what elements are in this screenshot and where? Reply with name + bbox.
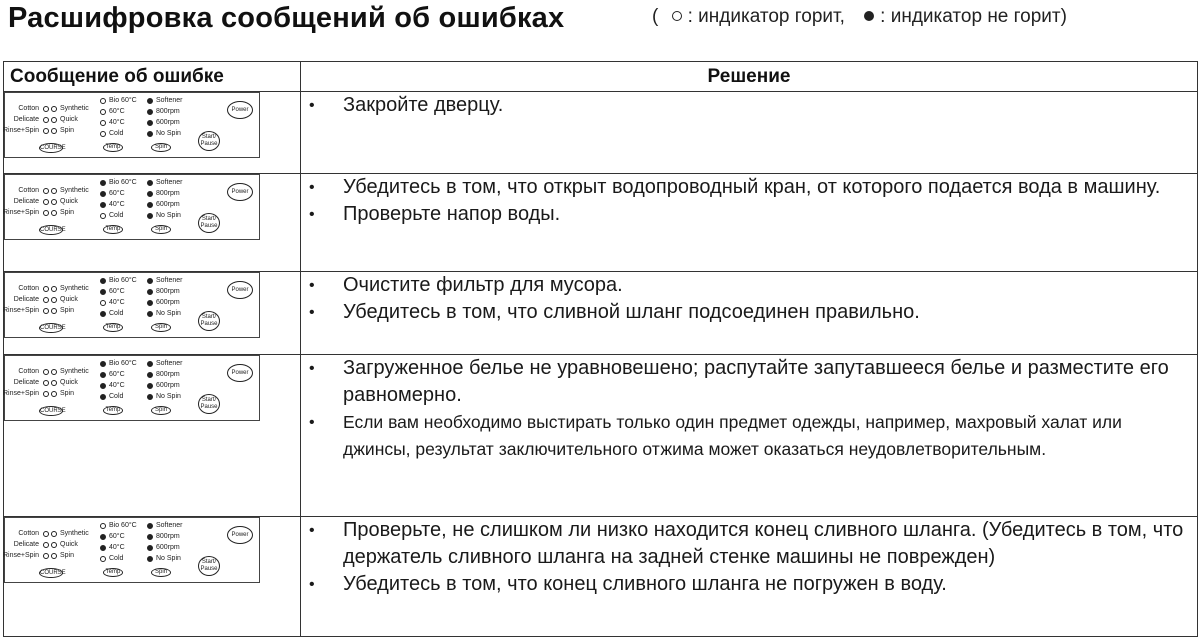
program-label: Quick xyxy=(60,541,78,548)
program-label: Rinse+Spin xyxy=(3,390,39,397)
program-indicator-icon xyxy=(51,117,57,123)
power-button: Power xyxy=(227,526,253,544)
error-message-cell xyxy=(4,355,301,517)
solution-list xyxy=(301,92,1197,119)
temp-label: 40°C xyxy=(109,544,125,551)
spin-button: Spin xyxy=(151,406,171,415)
program-indicator-icon xyxy=(43,308,49,314)
solution-item: • Очистите фильтр для мусора. xyxy=(301,272,1197,299)
temp-button: Temp xyxy=(103,406,123,415)
program-label: Rinse+Spin xyxy=(3,307,39,314)
program-label: Synthetic xyxy=(60,368,89,375)
program-label: Delicate xyxy=(13,198,39,205)
program-label: Spin xyxy=(60,307,75,314)
spin-indicator-icon xyxy=(147,394,153,400)
spin-label: 800rpm xyxy=(156,108,180,115)
temp-label: 60°C xyxy=(109,371,125,378)
spin-label: No Spin xyxy=(156,310,181,317)
temp-label: Cold xyxy=(109,130,124,137)
header-error-message: Сообщение об ошибке xyxy=(4,62,301,92)
program-indicator-icon xyxy=(43,188,49,194)
table-row xyxy=(4,272,1198,355)
program-indicator-icon xyxy=(51,553,57,559)
temp-indicator-icon xyxy=(100,523,106,529)
temp-indicator-icon xyxy=(100,120,106,126)
temp-label: 40°C xyxy=(109,299,125,306)
program-label: Synthetic xyxy=(60,530,89,537)
solution-cell xyxy=(301,517,1198,637)
temp-indicator-icon xyxy=(100,361,106,367)
spin-indicator-icon xyxy=(147,545,153,551)
temp-indicator-icon xyxy=(100,300,106,306)
program-label: Spin xyxy=(60,390,75,397)
spin-indicator-icon xyxy=(147,213,153,219)
start-label: Start/ xyxy=(201,397,217,403)
temp-indicator-icon xyxy=(100,98,106,104)
spin-indicator-icon xyxy=(147,300,153,306)
temp-button: Temp xyxy=(103,568,123,577)
temp-label: 40°C xyxy=(109,382,125,389)
start-label: Start/ xyxy=(201,559,217,565)
pause-label: Pause xyxy=(200,566,218,572)
temp-label: Bio 60°C xyxy=(109,360,137,367)
indicator-lit-icon xyxy=(672,11,682,21)
spin-indicator-icon xyxy=(147,98,153,104)
program-label: Cotton xyxy=(18,187,39,194)
spin-indicator-icon xyxy=(147,180,153,186)
temp-label: 40°C xyxy=(109,201,125,208)
power-button: Power xyxy=(227,183,253,201)
legend xyxy=(652,6,1067,28)
program-label: Quick xyxy=(60,379,78,386)
spin-label: 800rpm xyxy=(156,190,180,197)
spin-button: Spin xyxy=(151,323,171,332)
program-indicator-icon xyxy=(51,128,57,134)
program-indicator-icon xyxy=(43,380,49,386)
program-label: Rinse+Spin xyxy=(3,127,39,134)
spin-label: No Spin xyxy=(156,393,181,400)
table-header-row xyxy=(4,62,1198,92)
temp-indicator-icon xyxy=(100,383,106,389)
temp-label: 60°C xyxy=(109,533,125,540)
start-pause-button xyxy=(198,394,220,414)
temp-button: Temp xyxy=(103,225,123,234)
temp-label: Cold xyxy=(109,212,124,219)
temp-indicator-icon xyxy=(100,545,106,551)
spin-label: Softener xyxy=(156,97,183,104)
header-solution: Решение xyxy=(301,62,1198,92)
spin-indicator-icon xyxy=(147,289,153,295)
spin-indicator-icon xyxy=(147,202,153,208)
program-indicator-icon xyxy=(43,391,49,397)
pause-label: Pause xyxy=(200,404,218,410)
spin-indicator-icon xyxy=(147,191,153,197)
legend-open: ( xyxy=(652,6,659,27)
spin-label: 800rpm xyxy=(156,288,180,295)
temp-indicator-icon xyxy=(100,109,106,115)
program-indicator-icon xyxy=(43,106,49,112)
spin-indicator-icon xyxy=(147,131,153,137)
program-label: Delicate xyxy=(13,296,39,303)
program-indicator-icon xyxy=(43,210,49,216)
spin-label: 600rpm xyxy=(156,299,180,306)
program-label: Cotton xyxy=(18,368,39,375)
program-label: Delicate xyxy=(13,541,39,548)
power-button: Power xyxy=(227,101,253,119)
solution-item: • Если вам необходимо выстирать только один предмет одежды, например, махровый халат или джинсы, результат заключительного отжима может оказаться неудовлетворительным. xyxy=(301,409,1197,463)
spin-indicator-icon xyxy=(147,383,153,389)
start-pause-button xyxy=(198,556,220,576)
program-indicator-icon xyxy=(51,308,57,314)
solution-cell xyxy=(301,355,1198,517)
legend-lit-label: : индикатор горит, xyxy=(687,6,845,27)
program-label: Spin xyxy=(60,209,75,216)
program-label: Synthetic xyxy=(60,105,89,112)
control-panel-diagram xyxy=(4,355,260,421)
error-message-cell xyxy=(4,517,301,637)
program-indicator-icon xyxy=(43,117,49,123)
program-indicator-icon xyxy=(51,380,57,386)
temp-label: 40°C xyxy=(109,119,125,126)
pause-label: Pause xyxy=(200,141,218,147)
error-table xyxy=(3,61,1198,637)
spin-label: Softener xyxy=(156,179,183,186)
power-button: Power xyxy=(227,281,253,299)
table-row xyxy=(4,174,1198,272)
spin-indicator-icon xyxy=(147,311,153,317)
program-indicator-icon xyxy=(43,369,49,375)
temp-indicator-icon xyxy=(100,131,106,137)
table-row xyxy=(4,517,1198,637)
solution-item: • Убедитесь в том, что открыт водопроводный кран, от которого подается вода в машину. xyxy=(301,174,1197,201)
spin-label: 600rpm xyxy=(156,382,180,389)
program-indicator-icon xyxy=(43,553,49,559)
program-indicator-icon xyxy=(43,286,49,292)
program-indicator-icon xyxy=(51,286,57,292)
solution-item: • Проверьте, не слишком ли низко находится конец сливного шланга. (Убедитесь в том, что держатель сливного шланга на задней стенке машины не поврежден) xyxy=(301,517,1197,571)
pause-label: Pause xyxy=(200,321,218,327)
spin-indicator-icon xyxy=(147,372,153,378)
error-message-cell xyxy=(4,174,301,272)
spin-button: Spin xyxy=(151,568,171,577)
temp-label: Cold xyxy=(109,555,124,562)
table-row xyxy=(4,355,1198,517)
program-indicator-icon xyxy=(43,297,49,303)
program-label: Quick xyxy=(60,116,78,123)
temp-indicator-icon xyxy=(100,311,106,317)
solution-item: • Закройте дверцу. xyxy=(301,92,1197,119)
error-message-cell xyxy=(4,272,301,355)
temp-label: 60°C xyxy=(109,288,125,295)
table-row xyxy=(4,92,1198,174)
solution-item: • Проверьте напор воды. xyxy=(301,201,1197,228)
page-title: Расшифровка сообщений об ошибках xyxy=(8,2,565,34)
spin-label: No Spin xyxy=(156,130,181,137)
program-label: Cotton xyxy=(18,530,39,537)
spin-indicator-icon xyxy=(147,120,153,126)
program-label: Spin xyxy=(60,552,75,559)
temp-indicator-icon xyxy=(100,534,106,540)
temp-label: 60°C xyxy=(109,190,125,197)
temp-indicator-icon xyxy=(100,372,106,378)
spin-button: Spin xyxy=(151,225,171,234)
program-label: Quick xyxy=(60,296,78,303)
spin-button: Spin xyxy=(151,143,171,152)
temp-label: Bio 60°C xyxy=(109,179,137,186)
temp-label: Cold xyxy=(109,310,124,317)
program-indicator-icon xyxy=(43,542,49,548)
control-panel-diagram xyxy=(4,92,260,158)
spin-label: Softener xyxy=(156,277,183,284)
spin-indicator-icon xyxy=(147,109,153,115)
solution-cell xyxy=(301,92,1198,174)
start-label: Start/ xyxy=(201,216,217,222)
start-pause-button xyxy=(198,131,220,151)
course-button: COURSE xyxy=(40,570,66,576)
course-button: COURSE xyxy=(40,408,66,414)
temp-indicator-icon xyxy=(100,180,106,186)
temp-button: Temp xyxy=(103,143,123,152)
spin-indicator-icon xyxy=(147,556,153,562)
program-label: Rinse+Spin xyxy=(3,209,39,216)
temp-indicator-icon xyxy=(100,191,106,197)
program-indicator-icon xyxy=(51,106,57,112)
program-indicator-icon xyxy=(43,531,49,537)
program-label: Rinse+Spin xyxy=(3,552,39,559)
program-indicator-icon xyxy=(51,297,57,303)
temp-label: Bio 60°C xyxy=(109,97,137,104)
program-indicator-icon xyxy=(43,199,49,205)
program-indicator-icon xyxy=(51,199,57,205)
spin-label: 600rpm xyxy=(156,544,180,551)
program-label: Quick xyxy=(60,198,78,205)
program-label: Delicate xyxy=(13,379,39,386)
program-indicator-icon xyxy=(43,128,49,134)
program-indicator-icon xyxy=(51,391,57,397)
indicator-unlit-icon xyxy=(864,11,874,21)
spin-label: 600rpm xyxy=(156,119,180,126)
program-indicator-icon xyxy=(51,188,57,194)
program-label: Synthetic xyxy=(60,187,89,194)
start-pause-button xyxy=(198,311,220,331)
spin-label: Softener xyxy=(156,522,183,529)
spin-indicator-icon xyxy=(147,523,153,529)
start-pause-button xyxy=(198,213,220,233)
course-button: COURSE xyxy=(40,227,66,233)
program-indicator-icon xyxy=(51,210,57,216)
power-button: Power xyxy=(227,364,253,382)
solution-list xyxy=(301,517,1197,598)
solution-item: • Загруженное белье не уравновешено; распутайте запутавшееся белье и разместите его равномерно. xyxy=(301,355,1197,409)
spin-label: 800rpm xyxy=(156,533,180,540)
spin-label: No Spin xyxy=(156,555,181,562)
solution-list xyxy=(301,355,1197,463)
error-message-cell xyxy=(4,92,301,174)
program-indicator-icon xyxy=(51,531,57,537)
temp-indicator-icon xyxy=(100,289,106,295)
solution-cell xyxy=(301,174,1198,272)
program-indicator-icon xyxy=(51,542,57,548)
program-label: Synthetic xyxy=(60,285,89,292)
control-panel-diagram xyxy=(4,517,260,583)
spin-label: 600rpm xyxy=(156,201,180,208)
temp-label: Cold xyxy=(109,393,124,400)
legend-unlit-label: : индикатор не горит) xyxy=(880,6,1067,27)
spin-label: No Spin xyxy=(156,212,181,219)
temp-indicator-icon xyxy=(100,556,106,562)
temp-button: Temp xyxy=(103,323,123,332)
spin-indicator-icon xyxy=(147,534,153,540)
start-label: Start/ xyxy=(201,134,217,140)
temp-indicator-icon xyxy=(100,202,106,208)
program-label: Cotton xyxy=(18,285,39,292)
program-label: Cotton xyxy=(18,105,39,112)
temp-indicator-icon xyxy=(100,394,106,400)
temp-indicator-icon xyxy=(100,278,106,284)
temp-label: Bio 60°C xyxy=(109,522,137,529)
solution-list xyxy=(301,272,1197,326)
temp-label: Bio 60°C xyxy=(109,277,137,284)
start-label: Start/ xyxy=(201,314,217,320)
control-panel-diagram xyxy=(4,174,260,240)
control-panel-diagram xyxy=(4,272,260,338)
program-label: Spin xyxy=(60,127,75,134)
course-button: COURSE xyxy=(40,325,66,331)
spin-label: Softener xyxy=(156,360,183,367)
spin-label: 800rpm xyxy=(156,371,180,378)
program-label: Delicate xyxy=(13,116,39,123)
solution-item: • Убедитесь в том, что сливной шланг подсоединен правильно. xyxy=(301,299,1197,326)
solution-item: • Убедитесь в том, что конец сливного шланга не погружен в воду. xyxy=(301,571,1197,598)
program-indicator-icon xyxy=(51,369,57,375)
spin-indicator-icon xyxy=(147,361,153,367)
course-button: COURSE xyxy=(40,145,66,151)
temp-indicator-icon xyxy=(100,213,106,219)
solution-cell xyxy=(301,272,1198,355)
spin-indicator-icon xyxy=(147,278,153,284)
pause-label: Pause xyxy=(200,223,218,229)
solution-list xyxy=(301,174,1197,228)
temp-label: 60°C xyxy=(109,108,125,115)
